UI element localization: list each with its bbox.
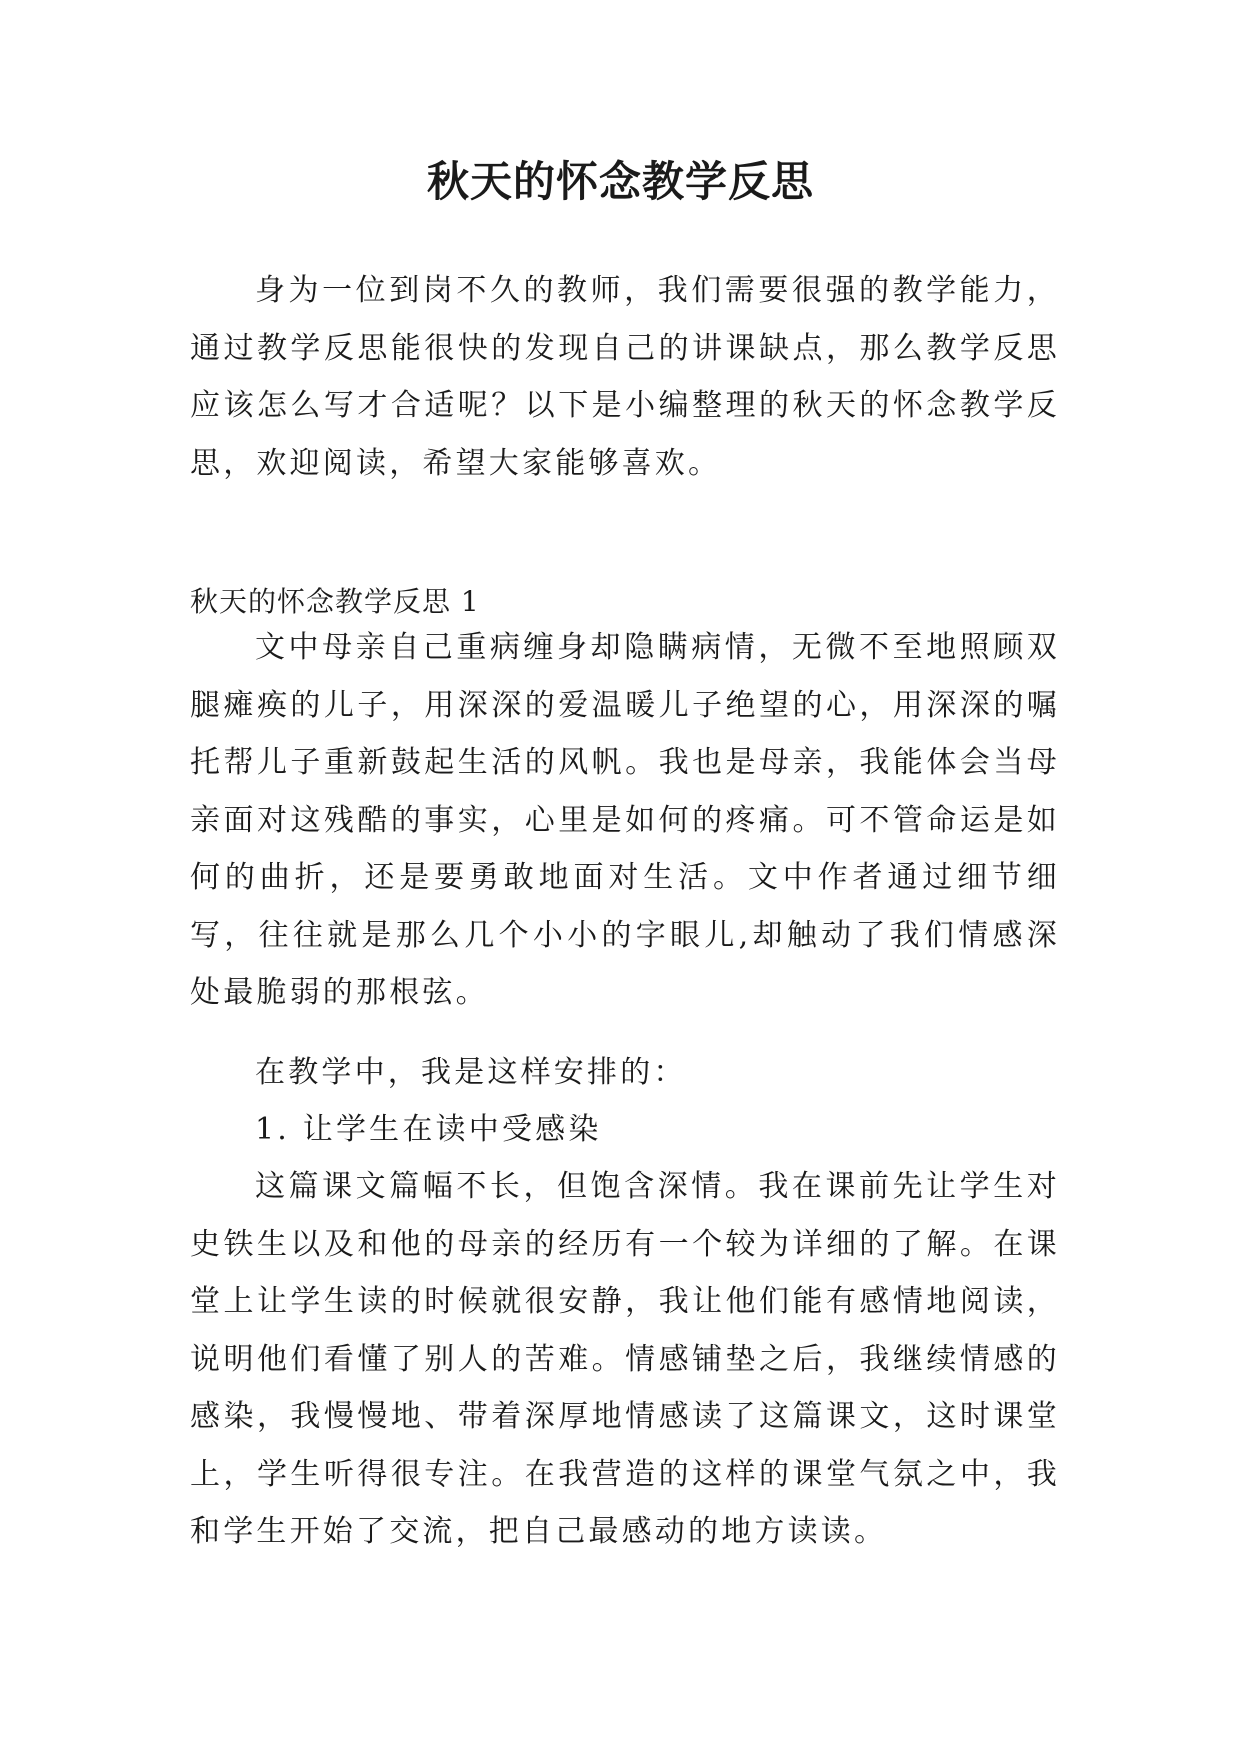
document-title: 秋天的怀念教学反思 bbox=[426, 157, 814, 206]
body-paragraph: 在教学中，我是这样安排的： bbox=[255, 1055, 687, 1090]
body-paragraph: 文中母亲自己重病缠身却隐瞒病情，无微不至地照顾双腿瘫痪的儿子，用深深的爱温暖儿子绝望的心，用深深的嘱托帮儿子重新鼓起生活的风帆。我也是母亲，我能体会当母亲面对这残酷的事实，心里是如何的疼痛。可不管命运是如何的曲折，还是要勇敢地面对生活。文中作者通过细节细写，往往就是那么几个小小的字眼儿,却触动了我们情感深处最脆弱的那根弦。 bbox=[190, 630, 1060, 1010]
list-item-heading: 1. 让学生在读中受感染 bbox=[255, 1112, 602, 1147]
intro-paragraph: 身为一位到岗不久的教师，我们需要很强的教学能力，通过教学反思能很快的发现自己的讲课缺点，那么教学反思应该怎么写才合适呢？以下是小编整理的秋天的怀念教学反思，欢迎阅读，希望大家能够喜欢。 bbox=[190, 273, 1060, 481]
section-heading: 秋天的怀念教学反思 1 bbox=[190, 585, 480, 618]
body-paragraph: 这篇课文篇幅不长，但饱含深情。我在课前先让学生对史铁生以及和他的母亲的经历有一个较为详细的了解。在课堂上让学生读的时候就很安静，我让他们能有感情地阅读，说明他们看懂了别人的苦难。情感铺垫之后，我继续情感的感染，我慢慢地、带着深厚地情感读了这篇课文，这时课堂上，学生听得很专注。在我营造的这样的课堂气氛之中，我和学生开始了交流，把自己最感动的地方读读。 bbox=[190, 1169, 1060, 1549]
